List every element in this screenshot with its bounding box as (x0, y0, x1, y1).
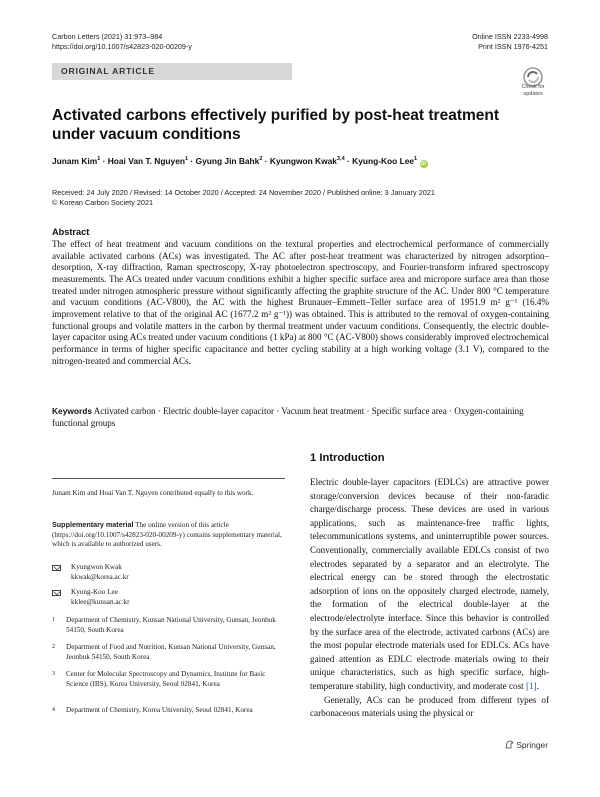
affiliation-number: 1 (52, 617, 55, 623)
corresponding-name: Kyungwon Kwak (71, 563, 122, 571)
affiliation (52, 670, 285, 689)
corresponding-author (52, 563, 285, 582)
author-affil: 1 (184, 156, 189, 163)
envelope-icon (52, 565, 61, 571)
journal-citation: Carbon Letters (2021) 31:973–984 (52, 32, 163, 41)
online-issn: Online ISSN 2233-4998 (472, 32, 548, 41)
affiliation-text: Department of Chemistry, Kunsan National University, Gunsan, Jeonbuk 54150, South Korea (66, 616, 276, 634)
intro-paragraph-1: Electric double-layer capacitors (EDLCs) are attractive power storage/conversion devices because of their non-faradic charge/discharge process. These devices are used in various applications, such as maintenance-free traffic lights, telecommunications systems, and uninterruptible power sources. Conventionally, commercially available EDLCs consist of two electrodes separated by a separator and an electrolyte. The electrical energy can be stored through the electrostatic adsorption of ions on the oppositely charged electrode, namely, the formation of the electrical double-layer at the electrode/electrolyte interface. Since this behavior is controlled by the surface area of the electrode, activated carbons (ACs) are the most popular electrode materials used for EDLCs. ACs have gained attention as EDLC electrode materials owing to their unique characteristics, such as high specific surface, high-temperature stability, high conductivity, and moderate cost [1]. (310, 477, 549, 691)
author[interactable]: Kyung-Koo Lee (352, 156, 415, 166)
author-affil: 1 (414, 156, 418, 163)
keywords-list: Activated carbon · Electric double-layer capacitor · Vacuum heat treatment · Specific surface area · Oxygen-containing functional groups (52, 406, 524, 428)
check-for-updates-label[interactable]: Check for updates (521, 84, 545, 97)
citation-link[interactable]: [1] (525, 680, 537, 691)
abstract-heading: Abstract (52, 227, 90, 237)
intro-paragraph-2: Generally, ACs can be produced from different types of carbonaceous materials using the physical or (310, 694, 549, 719)
corresponding-email[interactable]: kkwak@korea.ac.kr (71, 572, 129, 581)
affiliation-text: Center for Molecular Spectroscopy and Dynamics, Institute for Basic Science (IBS), Korea University, Seoul 02841, Korea (66, 670, 266, 688)
corresponding-email[interactable]: kklee@kunsan.ac.kr (71, 597, 130, 606)
doi-link[interactable]: https://doi.org/10.1007/s42823-020-00209-y (52, 42, 192, 51)
abstract-text: The effect of heat treatment and vacuum conditions on the textural properties and electrochemical performance of commercially available activated carbons (ACs) was investigated. The AC after post-heat treatment was characterized by nitrogen adsorption–desorption, X-ray diffraction, Raman spectroscopy, X-ray photoelectron spectroscopy, and Fourier-transform infrared spectroscopy measurements. The ACs treated under vacuum conditions exhibit a higher specific surface area and micropore surface area than those treated under nitrogen atmospheric pressure without significantly affecting the graphite structure of the AC. Under 800 °C temperature and vacuum conditions (AC-V800), the AC with the highest Brunauer–Emmett–Teller surface area of 1951.9 m² g⁻¹ (16.4% improvement relative to that of the original AC (1677.2 m² g⁻¹)) was obtained. This is attributed to the removal of oxygen-containing functional groups and volatile matters in the carbon by thermal treatment under vacuum conditions. Consequently, the electric double-layer capacitor using ACs treated under vacuum conditions (1 kPa) at 800 °C (AC-V800) shows considerably improved electrochemical performance in terms of higher specific capacitance and better cycling stability at a high working voltage (3.1 V), compared to the nitrogen-treated and commercial ACs. (52, 239, 549, 366)
footnote-divider (52, 478, 285, 479)
author[interactable]: Kyungwon Kwak (269, 156, 337, 166)
affiliation (52, 616, 285, 635)
keywords (52, 406, 549, 429)
introduction-text (310, 476, 549, 721)
issn-block (472, 32, 548, 52)
affiliation (52, 706, 285, 716)
author-affil: 1 (97, 156, 101, 163)
section-heading-introduction: 1 Introduction (310, 452, 385, 464)
author-list: Junam Kim$^1$ · Hoai Van T. Nguyen$^1$ · Gyung Jin Bahk$^2$ · Kyungwon Kwak$^{3,4}$ · Kyung-Koo Lee$^1$ iD (52, 156, 426, 167)
copyright: © Korean Carbon Society 2021 (52, 198, 154, 207)
orcid-icon[interactable]: iD (421, 161, 426, 167)
author[interactable]: Junam Kim (52, 156, 98, 166)
journal-header (52, 32, 192, 52)
print-issn: Print ISSN 1976-4251 (478, 42, 548, 51)
history-dates: Received: 24 July 2020 / Revised: 14 October 2020 / Accepted: 24 November 2020 / Published online: 3 January 2021 (52, 188, 435, 197)
author[interactable]: Gyung Jin Bahk (195, 156, 260, 166)
article-title: Activated carbons effectively purified by post-heat treatment under vacuum conditions (52, 107, 500, 143)
author-affil: 3,4 (336, 156, 345, 163)
affiliation-text: Department of Chemistry, Korea University, Seoul 02841, Korea (66, 706, 253, 714)
publisher-name: Springer (516, 740, 548, 750)
corresponding-author (52, 588, 285, 607)
envelope-icon (52, 590, 61, 596)
affiliation-number: 4 (52, 707, 55, 713)
publisher-logo (505, 740, 548, 750)
supplementary-text[interactable]: The online version of this article (https://doi.org/10.1007/s42823-020-00209-y) contains supplementary material, which is available to authorized users. (52, 521, 282, 549)
supplementary-note (52, 520, 285, 550)
author[interactable]: Hoai Van T. Nguyen (107, 156, 185, 166)
affiliation-number: 3 (52, 671, 55, 677)
affiliation (52, 643, 285, 662)
supplementary-label: Supplementary material (52, 520, 134, 529)
keywords-heading: Keywords (52, 406, 93, 416)
corresponding-name: Kyung-Koo Lee (71, 588, 118, 596)
affiliation-text: Department of Food and Nutrition, Kunsan National University, Gunsan, Jeonbuk 54150, South Korea (66, 643, 276, 661)
article-type-banner: ORIGINAL ARTICLE (52, 63, 292, 80)
author-affil: 2 (259, 156, 263, 163)
equal-contribution-note: Junam Kim and Hoai Van T. Nguyen contributed equally to this work. (52, 489, 254, 497)
springer-horse-icon (505, 740, 514, 749)
affiliation-number: 2 (52, 644, 55, 650)
intro-p1-text: Electric double-layer capacitors (EDLCs) are attractive power storage/conversion devices because of their non-faradic charge/discharge process. These devices are used in various applications, such as maintenance-free traffic lights, telecommunications systems, and uninterruptible power sources. Conventionally, commercially available EDLCs consist of two electrodes separated by a separator and an electrolyte. The electrical energy can be stored through the electrostatic adsorption of ions on the oppositely charged electrode, namely, the formation of the electrical double-layer at the electrode/electrolyte interface. Since this behavior is controlled by the surface area of the electrode, activated carbons (ACs) are the most popular electrode materials used for EDLCs. ACs have gained attention as EDLC electrode materials owing to their unique characteristics, such as high specific surface, high-temperature stability, high conductivity, and moderate cost (310, 477, 549, 691)
publication-dates (52, 188, 435, 208)
